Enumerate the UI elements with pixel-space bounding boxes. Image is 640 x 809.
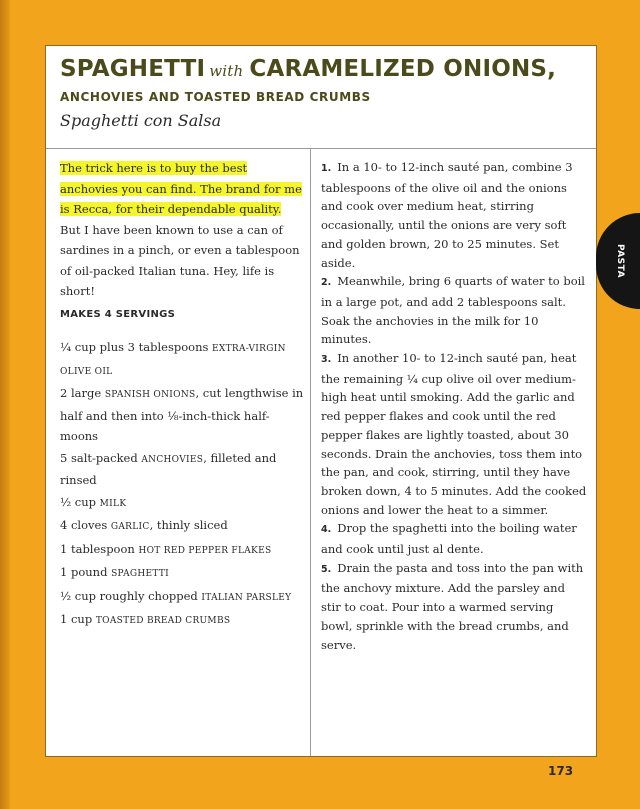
ingredient-item — [60, 383, 304, 447]
ingredient-quantity: 1 pound — [60, 565, 112, 579]
ingredient-quantity: 1 cup — [60, 612, 96, 626]
recipe-card — [45, 45, 597, 757]
ingredient-name: MILK — [99, 498, 127, 509]
page-edge-shadow — [0, 0, 10, 809]
highlighted-text: The trick here is to buy the best anchovies you can find. The brand for me is Recca, for their dependable quality. — [60, 161, 302, 216]
ingredient-name: TOASTED BREAD CRUMBS — [95, 616, 231, 626]
ingredient-name: ANCHOVIES — [141, 454, 204, 465]
ingredient-item — [60, 609, 304, 632]
ingredient-quantity: 4 cloves — [60, 518, 111, 532]
step-number: 3. — [321, 354, 332, 366]
servings-label: MAKES 4 SERVINGS — [60, 308, 176, 320]
ingredient-name: GARLIC — [110, 522, 150, 532]
ingredient-note: , thinly sliced — [149, 518, 228, 532]
ingredient-name: SPANISH ONIONS — [104, 390, 196, 400]
ingredient-quantity: 1 tablespoon — [60, 541, 139, 556]
ingredient-name: HOT RED PEPPER FLAKES — [138, 545, 272, 556]
ingredient-name: SPAGHETTI — [111, 569, 170, 579]
step-number: 5. — [321, 563, 332, 575]
step-text: Drop the spaghetti into the boiling water and cook until just al dente. — [321, 521, 577, 557]
method-step — [321, 158, 587, 272]
recipe-title-line2: ANCHOVIES AND TOASTED BREAD CRUMBS — [60, 90, 371, 104]
ingredient-item — [60, 492, 304, 515]
ingredient-item — [60, 337, 304, 382]
ingredient-name: EXTRA-VIRGIN OLIVE OIL — [60, 344, 286, 377]
ingredient-note: , cut lengthwise in half and then into ⅛-inch-thick half-moons — [60, 386, 304, 443]
step-number: 2. — [321, 277, 332, 289]
ingredient-item — [60, 539, 304, 562]
ingredient-quantity: ½ cup — [60, 494, 100, 509]
section-tab-label: PASTA — [615, 243, 625, 279]
ingredient-name: ITALIAN PARSLEY — [201, 592, 292, 603]
ingredient-item — [60, 562, 304, 585]
recipe-subtitle: Spaghetti con Salsa — [60, 111, 222, 130]
ingredients-list — [60, 337, 304, 632]
recipe-header — [46, 46, 596, 149]
method-steps — [321, 158, 587, 654]
column-divider — [310, 149, 311, 756]
intro-rest: But I have been known to use a can of sardines in a pinch, or even a tablespoon of oil-packed Italian tuna. Hey, life is short! — [60, 222, 300, 298]
step-number: 1. — [321, 163, 332, 174]
ingredient-item — [60, 586, 304, 609]
ingredient-quantity: ¼ cup plus 3 tablespoons — [60, 340, 213, 354]
left-column — [60, 158, 304, 633]
recipe-title — [60, 56, 556, 82]
step-number: 4. — [321, 524, 332, 536]
ingredient-quantity: ½ cup roughly chopped — [60, 588, 202, 603]
step-text: In another 10- to 12-inch sauté pan, heat the remaining ¼ cup olive oil over medium-high heat until smoking. Add the garlic and red pepper flakes and cook until the red pepper flakes are lightly toasted, about 30 seconds. Drain the anchovies, toss them into the pan, and cook, stirring, until they have broken down, 4 to 5 minutes. Add the cooked onions and lower the heat to a simmer. — [321, 351, 587, 517]
ingredient-item — [60, 448, 304, 491]
title-with: with — [209, 62, 244, 80]
ingredient-quantity: 5 salt-packed — [60, 450, 142, 465]
page-number: 173 — [548, 764, 574, 778]
section-tab — [596, 213, 640, 309]
method-step — [321, 519, 587, 558]
step-text: In a 10- to 12-inch sauté pan, combine 3 tablespoons of the olive oil and the onions and cook over medium heat, stirring occasionally, until the onions are very soft and golden brown, 20 to 25 minutes. Set aside. — [321, 160, 573, 270]
step-text: Drain the pasta and toss into the pan with the anchovy mixture. Add the parsley and stir to coat. Pour into a warmed serving bowl, sprinkle with the bread crumbs, and serve. — [321, 560, 584, 652]
ingredient-quantity: 2 large — [60, 386, 105, 400]
step-text: Meanwhile, bring 6 quarts of water to boil in a large pot, and add 2 tablespoons salt. Soak the anchovies in the milk for 10 minutes. — [321, 274, 585, 347]
method-step — [321, 559, 587, 655]
intro-text — [60, 158, 304, 302]
ingredient-item — [60, 515, 304, 538]
ingredient-note: , filleted and rinsed — [60, 450, 277, 487]
title-part1: SPAGHETTI — [60, 56, 206, 82]
title-part2: CARAMELIZED ONIONS, — [249, 56, 557, 82]
method-step — [321, 272, 587, 349]
method-step — [321, 349, 587, 519]
